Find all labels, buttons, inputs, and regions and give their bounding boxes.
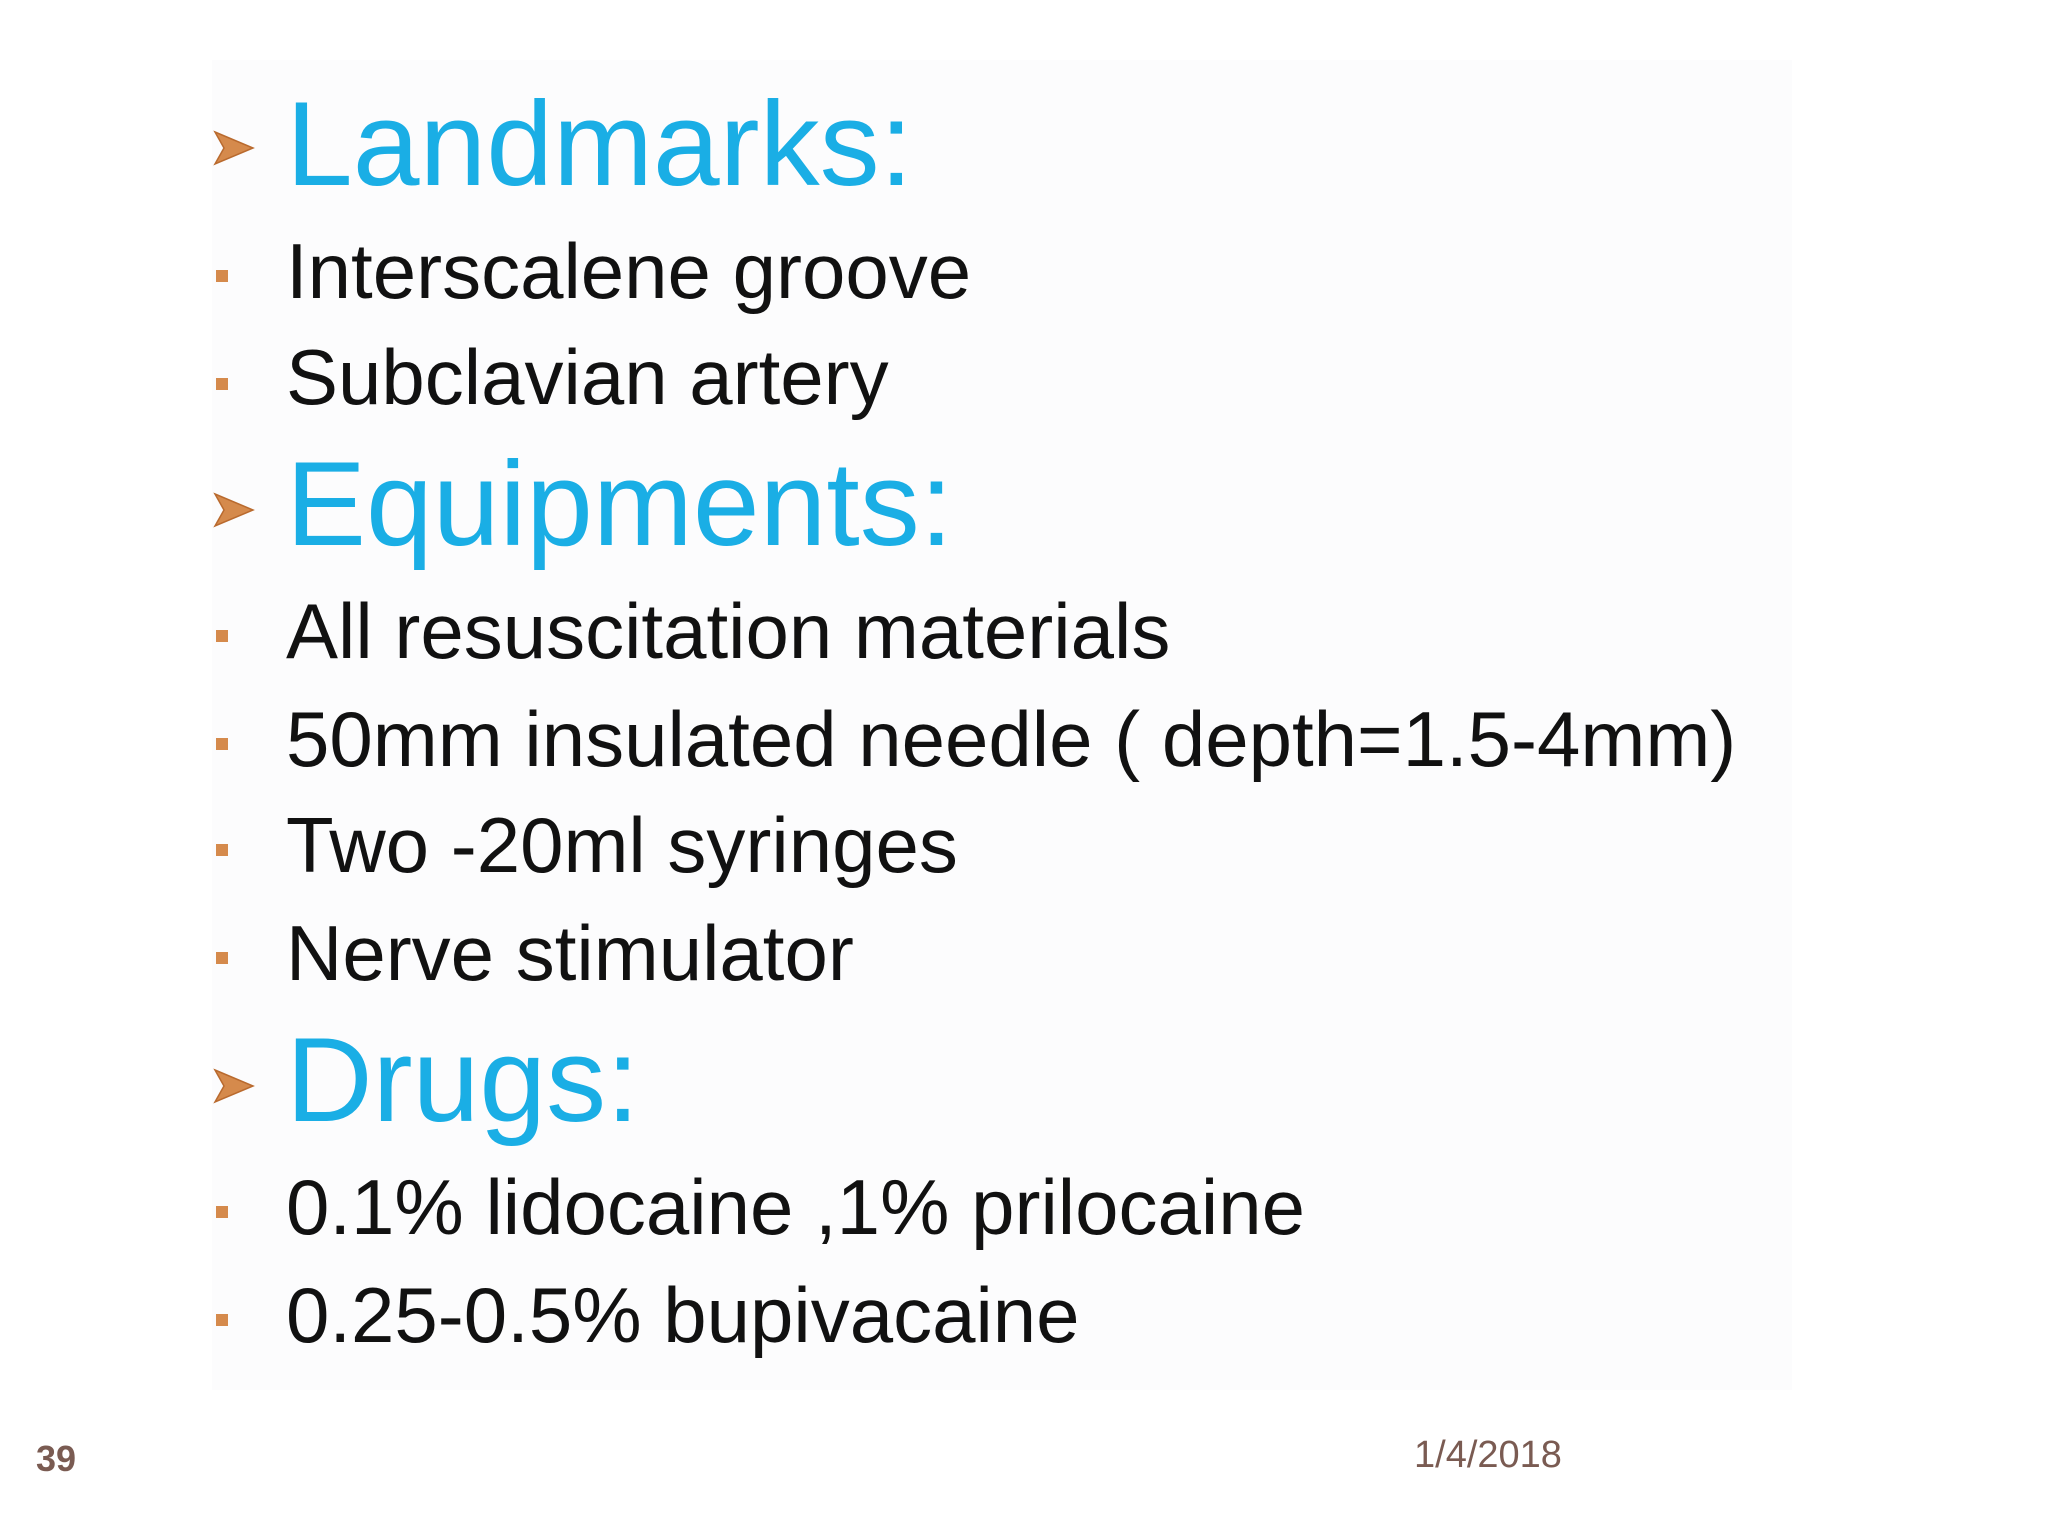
section-heading-equipments: Equipments: [286, 437, 954, 571]
arrow-right-icon [212, 1066, 256, 1106]
square-bullet-icon [216, 630, 228, 642]
list-item: 50mm insulated needle ( depth=1.5-4mm) [286, 695, 1737, 783]
list-item: 0.1% lidocaine ,1% prilocaine [286, 1163, 1305, 1251]
square-bullet-icon [216, 1314, 228, 1326]
slide-number: 39 [36, 1438, 77, 1479]
square-bullet-icon [216, 844, 228, 856]
square-bullet-icon [216, 738, 228, 750]
arrow-right-icon [212, 490, 256, 530]
section-heading-drugs: Drugs: [286, 1013, 640, 1147]
list-item: Subclavian artery [286, 333, 889, 421]
square-bullet-icon [216, 1206, 228, 1218]
slide-date: 1/4/2018 [1414, 1434, 1562, 1476]
list-item: 0.25-0.5% bupivacaine [286, 1271, 1080, 1359]
arrow-right-icon [212, 128, 256, 168]
square-bullet-icon [216, 270, 228, 282]
square-bullet-icon [216, 378, 228, 390]
section-heading-landmarks: Landmarks: [286, 77, 913, 211]
list-item: Two -20ml syringes [286, 801, 958, 889]
list-item: Interscalene groove [286, 227, 972, 315]
list-item: Nerve stimulator [286, 909, 854, 997]
list-item: All resuscitation materials [286, 587, 1171, 675]
square-bullet-icon [216, 952, 228, 964]
